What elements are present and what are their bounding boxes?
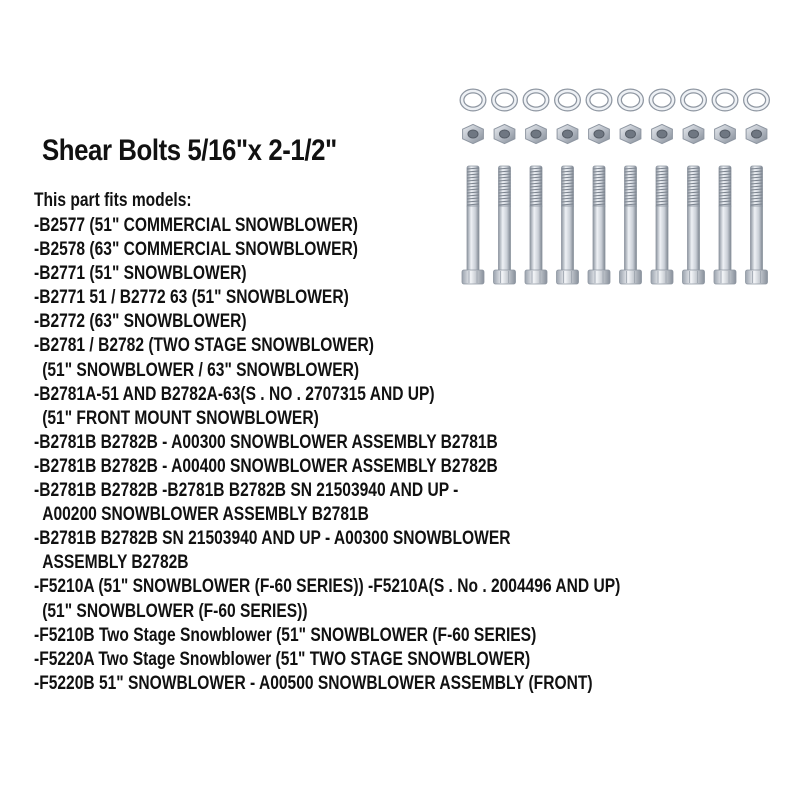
- model-list-item: -B2781B B2782B SN 21503940 AND UP - A00300 SNOWBLOWER: [34, 528, 511, 550]
- model-list-item: -F5210B Two Stage Snowblower (51" SNOWBLOWER (F-60 SERIES): [34, 624, 537, 646]
- lock-washer: [525, 91, 547, 109]
- hex-nut: [589, 124, 610, 143]
- hex-nut: [620, 124, 641, 143]
- model-list-item: -B2781B B2782B - A00300 SNOWBLOWER ASSEMBLY B2781B: [34, 431, 498, 453]
- hex-nut: [746, 124, 767, 143]
- model-list-item: -B2781B B2782B - A00400 SNOWBLOWER ASSEMBLY B2782B: [34, 455, 498, 477]
- lock-washer: [746, 91, 768, 109]
- product-title: Shear Bolts 5/16"x 2-1/2": [42, 134, 337, 167]
- hex-nut: [557, 124, 578, 143]
- hex-nut: [463, 124, 484, 143]
- shear-bolt: [746, 166, 768, 284]
- hardware-photo: [455, 82, 775, 294]
- model-list-item: (51" SNOWBLOWER (F-60 SERIES)): [42, 600, 308, 622]
- hex-nut: [526, 124, 547, 143]
- model-list-item: -B2577 (51" COMMERCIAL SNOWBLOWER): [34, 215, 358, 236]
- model-list-item: -B2578 (63" COMMERCIAL SNOWBLOWER): [34, 239, 358, 261]
- hex-nut: [494, 124, 515, 143]
- shear-bolt: [620, 166, 642, 284]
- lock-washer: [683, 91, 705, 109]
- model-list-item: ASSEMBLY B2782B: [42, 552, 189, 574]
- lock-washer: [714, 91, 736, 109]
- shear-bolt: [557, 166, 579, 284]
- shear-bolt: [651, 166, 673, 284]
- model-list-item: -F5220A Two Stage Snowblower (51" TWO STAGE SNOWBLOWER): [34, 648, 531, 670]
- fits-heading: This part fits models:: [34, 190, 192, 211]
- model-list-item: -B2771 (51" SNOWBLOWER): [34, 263, 247, 285]
- model-list-item: -B2772 (63" SNOWBLOWER): [34, 311, 247, 333]
- model-list-item: (51" SNOWBLOWER / 63" SNOWBLOWER): [42, 359, 360, 381]
- shear-bolt: [525, 166, 547, 284]
- model-list-item: A00200 SNOWBLOWER ASSEMBLY B2781B: [42, 504, 369, 526]
- lock-washer: [557, 91, 579, 109]
- shear-bolt: [588, 166, 610, 284]
- model-list-item: -B2781A-51 AND B2782A-63(S . NO . 2707315 AND UP): [34, 383, 435, 405]
- model-list-item: -B2771 51 / B2772 63 (51" SNOWBLOWER): [34, 287, 349, 309]
- lock-washer: [494, 91, 516, 109]
- shear-bolt: [714, 166, 736, 284]
- model-list-item: (51" FRONT MOUNT SNOWBLOWER): [42, 407, 319, 429]
- model-list-item: -F5220B 51" SNOWBLOWER - A00500 SNOWBLOWER ASSEMBLY (FRONT): [34, 672, 593, 694]
- model-list-item: -B2781B B2782B -B2781B B2782B SN 21503940 AND UP -: [34, 480, 459, 502]
- hex-nut: [683, 124, 704, 143]
- model-list-item: -F5210A (51" SNOWBLOWER (F-60 SERIES)) -F5210A(S . No . 2004496 AND UP): [34, 576, 621, 598]
- lock-washer: [651, 91, 673, 109]
- lock-washer: [462, 91, 484, 109]
- shear-bolt: [683, 166, 705, 284]
- lock-washer: [620, 91, 642, 109]
- hex-nut: [715, 124, 736, 143]
- hex-nut: [652, 124, 673, 143]
- model-list-item: -B2781 / B2782 (TWO STAGE SNOWBLOWER): [34, 335, 374, 357]
- shear-bolt: [462, 166, 484, 284]
- lock-washer: [588, 91, 610, 109]
- shear-bolt: [494, 166, 516, 284]
